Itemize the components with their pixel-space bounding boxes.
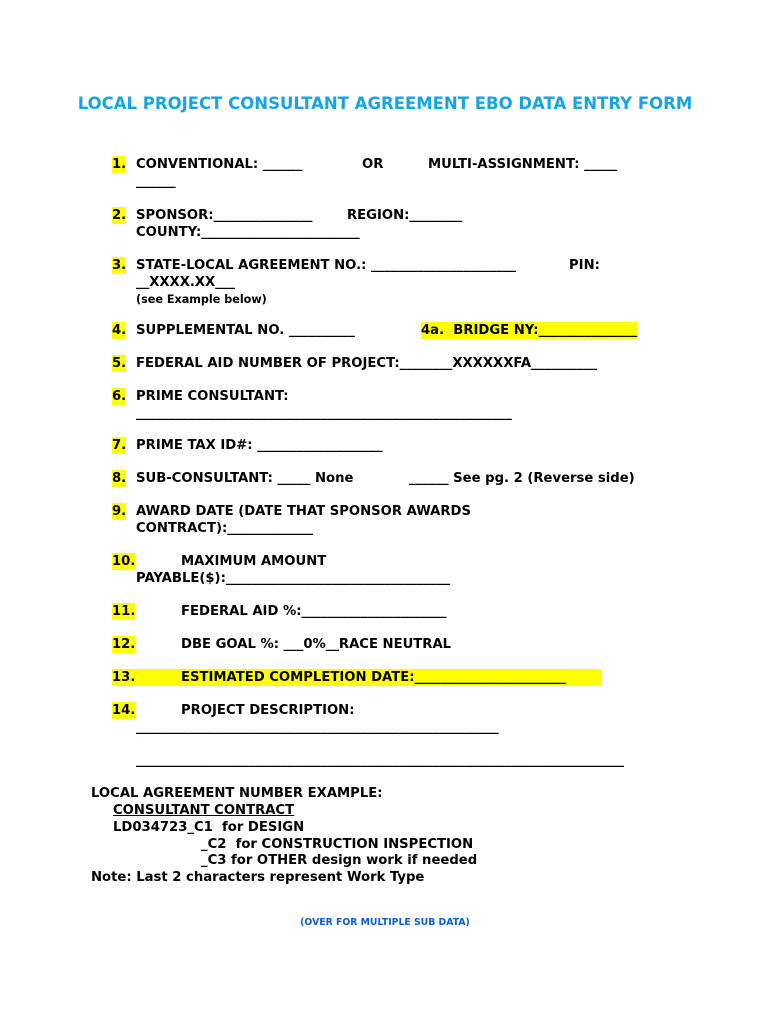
item-number: 4. bbox=[112, 323, 127, 338]
item-number: 6. bbox=[112, 389, 127, 404]
item-number: 10. bbox=[112, 554, 136, 569]
multi-assignment-continuation: ______ bbox=[136, 174, 176, 189]
project-description-label: PROJECT DESCRIPTION: bbox=[181, 703, 355, 718]
federal-aid-number-field[interactable]: FEDERAL AID NUMBER OF PROJECT:________XXXXXXFA__________ bbox=[136, 356, 598, 371]
region-field[interactable]: REGION:________ bbox=[347, 208, 463, 223]
project-description-line-2[interactable]: __________________________________________________________________________ bbox=[136, 753, 624, 768]
prime-consultant-field[interactable]: _________________________________________________________ bbox=[136, 406, 512, 421]
item-number: 9. bbox=[112, 504, 127, 519]
multi-assignment-field[interactable]: MULTI-ASSIGNMENT: _____ bbox=[428, 157, 618, 172]
item-number: 3. bbox=[112, 258, 127, 273]
award-date-label: AWARD DATE (DATE THAT SPONSOR AWARDS bbox=[136, 504, 471, 519]
item-number: 14. bbox=[112, 703, 136, 718]
item-number: 11. bbox=[112, 604, 136, 619]
example-line-design: LD034723_C1 for DESIGN bbox=[113, 820, 305, 835]
example-hint: (see Example below) bbox=[136, 293, 267, 306]
estimated-completion-date-field[interactable]: ESTIMATED COMPLETION DATE:_______________________ bbox=[181, 670, 567, 685]
example-subheading: CONSULTANT CONTRACT bbox=[113, 803, 295, 818]
bridge-ny-field[interactable]: 4a. BRIDGE NY:_______________ bbox=[421, 323, 638, 338]
item-number: 8. bbox=[112, 471, 127, 486]
maximum-amount-label: MAXIMUM AMOUNT bbox=[181, 554, 327, 569]
prime-consultant-label: PRIME CONSULTANT: bbox=[136, 389, 289, 404]
example-line-other: _C3 for OTHER design work if needed bbox=[201, 853, 478, 868]
example-line-construction: _C2 for CONSTRUCTION INSPECTION bbox=[201, 837, 474, 852]
federal-aid-percent-field[interactable]: FEDERAL AID %:______________________ bbox=[181, 604, 447, 619]
item-number: 1. bbox=[112, 157, 127, 172]
item-number: 13. bbox=[112, 670, 136, 685]
example-heading: LOCAL AGREEMENT NUMBER EXAMPLE: bbox=[91, 786, 383, 801]
item-number: 5. bbox=[112, 356, 127, 371]
item-number: 12. bbox=[112, 637, 136, 652]
award-date-field[interactable]: CONTRACT):_____________ bbox=[136, 521, 313, 536]
or-label: OR bbox=[362, 157, 384, 172]
item-number: 7. bbox=[112, 438, 127, 453]
example-note: Note: Last 2 characters represent Work Type bbox=[91, 870, 425, 885]
county-field[interactable]: COUNTY:________________________ bbox=[136, 225, 360, 240]
sub-consultant-none-field[interactable]: SUB-CONSULTANT: _____ None bbox=[136, 471, 354, 486]
dbe-goal-field[interactable]: DBE GOAL %: ___0%__RACE NEUTRAL bbox=[181, 637, 452, 652]
maximum-amount-field[interactable]: PAYABLE($):__________________________________ bbox=[136, 571, 451, 586]
prime-tax-id-field[interactable]: PRIME TAX ID#: ___________________ bbox=[136, 438, 383, 453]
conventional-field[interactable]: CONVENTIONAL: ______ bbox=[136, 157, 303, 172]
item-number: 2. bbox=[112, 208, 127, 223]
footer-note: (OVER FOR MULTIPLE SUB DATA) bbox=[300, 917, 470, 928]
project-description-line-1[interactable]: _______________________________________________________ bbox=[136, 720, 499, 735]
pin-label: PIN: bbox=[569, 258, 600, 273]
pin-field[interactable]: __XXXX.XX___ bbox=[136, 275, 235, 290]
sub-consultant-see-page-field[interactable]: ______ See pg. 2 (Reverse side) bbox=[409, 471, 635, 486]
sponsor-field[interactable]: SPONSOR:_______________ bbox=[136, 208, 313, 223]
state-local-agreement-field[interactable]: STATE-LOCAL AGREEMENT NO.: ______________________ bbox=[136, 258, 517, 273]
supplemental-field[interactable]: SUPPLEMENTAL NO. __________ bbox=[136, 323, 355, 338]
form-title: LOCAL PROJECT CONSULTANT AGREEMENT EBO DATA ENTRY FORM bbox=[77, 94, 693, 113]
